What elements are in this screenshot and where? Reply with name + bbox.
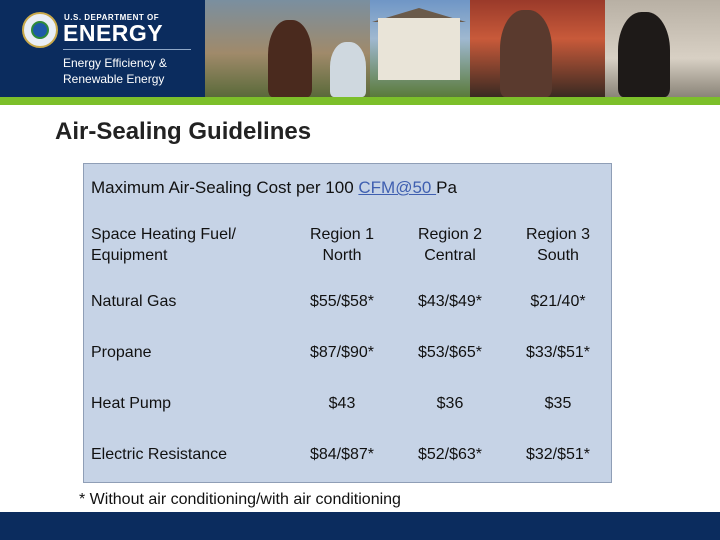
table-row bbox=[84, 327, 612, 378]
footer-bar bbox=[0, 512, 720, 540]
table-footnote: * Without air conditioning/with air conditioning bbox=[79, 491, 401, 508]
house-shape bbox=[378, 18, 460, 80]
cost-cell: $53/$65* bbox=[417, 343, 483, 361]
cost-cell: $87/$90* bbox=[309, 343, 375, 361]
fuel-cell: Electric Resistance bbox=[91, 445, 228, 463]
fuel-cell: Natural Gas bbox=[91, 292, 177, 310]
cost-cell: $55/$58* bbox=[309, 292, 375, 310]
cost-cell: $32/$51* bbox=[525, 445, 591, 463]
table-row bbox=[84, 378, 612, 429]
header-cell-fuel: Space Heating Fuel/ Equipment bbox=[91, 226, 236, 264]
doe-logo-area bbox=[0, 0, 205, 97]
caption-text: Maximum Air-Sealing Cost per 100 bbox=[91, 178, 359, 197]
logo-divider bbox=[63, 49, 191, 50]
cfm-link[interactable]: CFM@50 bbox=[358, 178, 437, 197]
slide-title: Air-Sealing Guidelines bbox=[55, 118, 312, 145]
caption-unit: Pa bbox=[436, 178, 457, 197]
cost-cell: $84/$87* bbox=[309, 445, 375, 463]
fuel-cell: Heat Pump bbox=[91, 394, 172, 412]
cost-cell: $43/$49* bbox=[417, 292, 483, 310]
office-name-line2: Renewable Energy bbox=[63, 72, 165, 86]
table-row bbox=[84, 429, 612, 480]
cost-table bbox=[84, 214, 612, 480]
cost-cell: $35 bbox=[544, 394, 572, 412]
doe-seal-icon bbox=[22, 12, 58, 48]
photo-person bbox=[618, 12, 670, 97]
accent-bar bbox=[0, 97, 720, 105]
department-small-label: U.S. DEPARTMENT OF bbox=[64, 13, 160, 22]
table-header-row bbox=[84, 214, 612, 276]
photo-person bbox=[268, 20, 312, 97]
table-caption bbox=[91, 178, 457, 198]
cost-cell: $33/$51* bbox=[525, 343, 591, 361]
cost-cell: $52/$63* bbox=[417, 445, 483, 463]
cost-cell: $43 bbox=[328, 394, 356, 412]
header-banner bbox=[0, 0, 720, 97]
header-cell-region1: Region 1 North bbox=[309, 226, 375, 264]
cost-cell: $36 bbox=[436, 394, 464, 412]
cost-cell: $21/40* bbox=[530, 292, 586, 310]
department-name: ENERGY bbox=[63, 20, 164, 46]
photo-person bbox=[500, 10, 552, 97]
fuel-cell: Propane bbox=[91, 343, 152, 361]
header-cell-region2: Region 2 Central bbox=[417, 226, 483, 264]
photo-person bbox=[330, 42, 366, 97]
office-name-line1: Energy Efficiency & bbox=[63, 56, 167, 70]
table-row bbox=[84, 276, 612, 327]
header-cell-region3: Region 3 South bbox=[525, 226, 591, 264]
